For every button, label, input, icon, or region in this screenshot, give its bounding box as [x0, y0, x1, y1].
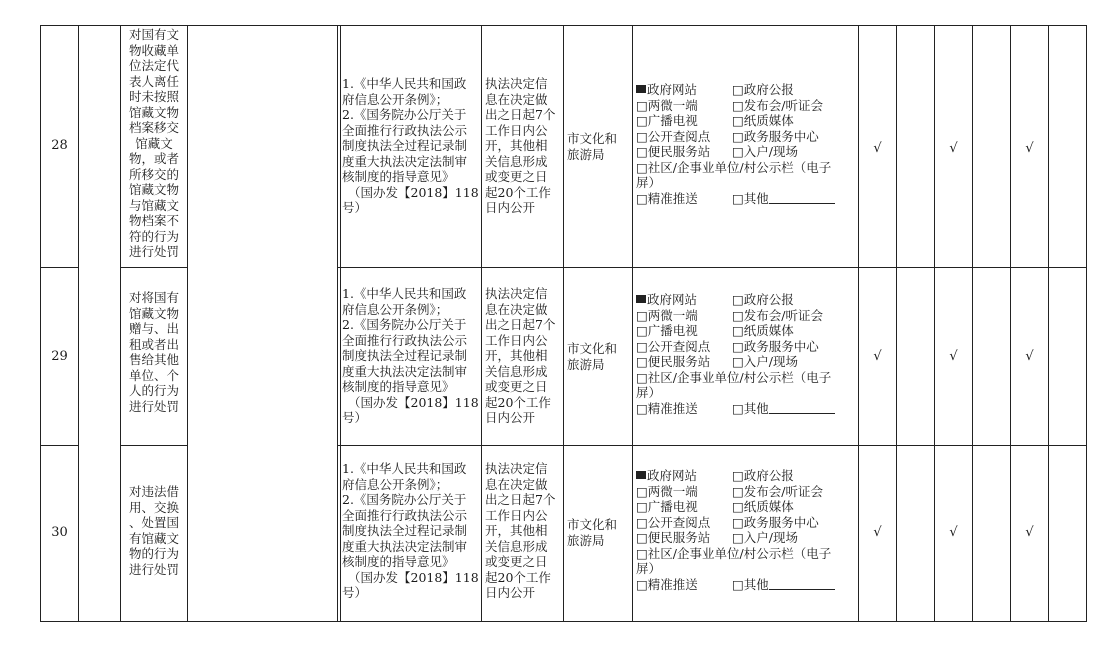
grid-line	[40, 621, 1087, 622]
grid-line	[187, 25, 188, 621]
checkmark: √	[949, 525, 958, 540]
filled-checkbox-icon	[636, 85, 646, 93]
row-number: 29	[51, 349, 68, 364]
grid-line	[896, 25, 897, 621]
checkmark: √	[1025, 349, 1034, 364]
grid-line	[337, 25, 338, 621]
checkmark: √	[1025, 525, 1034, 540]
grid-line	[120, 445, 187, 446]
grid-line	[40, 445, 78, 446]
channels-cell: 政府网站 □政府公报 □两微一端 □发布会/听证会 □广播电视 □纸质媒体 □公开查阅点 □政务服务中心 □便民服务站 □入户/现场 □社区/企事业单位/村公示栏（电子 屏） □精准推送 □其他	[636, 292, 858, 416]
checkmark: √	[949, 349, 958, 364]
grid-line	[120, 267, 187, 268]
grid-line	[337, 445, 1087, 446]
grid-line	[481, 25, 482, 621]
time-limit-cell: 执法决定信 息在决定做 出之日起7个 工作日内公 开，其他相 关信息形成 或变更之日 起20个工作 日内公开	[485, 461, 556, 600]
department-cell: 市文化和 旅游局	[567, 517, 618, 548]
time-limit-cell: 执法决定信 息在决定做 出之日起7个 工作日内公 开，其他相 关信息形成 或变更之日 起20个工作 日内公开	[485, 286, 556, 425]
channels-cell: 政府网站 □政府公报 □两微一端 □发布会/听证会 □广播电视 □纸质媒体 □公开查阅点 □政务服务中心 □便民服务站 □入户/现场 □社区/企事业单位/村公示栏（电子 屏） □精准推送 □其他	[636, 468, 858, 592]
legal-basis-cell: 1.《中华人民共和国政 府信息公开条例》； 2.《国务院办公厅关于 全面推行行政执法公示 制度执法全过程记录制 度重大执法决定法制审 核制度的指导意见》 （国办发【2018】118 号）	[342, 76, 479, 215]
grid-line	[120, 25, 121, 621]
fill-in-blank	[769, 203, 835, 204]
subject-cell: 对国有文 物收藏单 位法定代 表人离任 时未按照 馆藏文物 档案移交 馆藏文 物，或者 所移交的 馆藏文物 与馆藏文 物档案不 符的行为 进行处罚	[128, 27, 179, 259]
department-cell: 市文化和 旅游局	[567, 131, 618, 162]
grid-line	[1048, 25, 1049, 621]
grid-line	[340, 25, 341, 621]
time-limit-cell: 执法决定信 息在决定做 出之日起7个 工作日内公 开，其他相 关信息形成 或变更之日 起20个工作 日内公开	[485, 76, 556, 215]
grid-line	[632, 25, 633, 621]
subject-cell: 对将国有 馆藏文物 赠与、出 租或者出 售给其他 单位、个 人的行为 进行处罚	[128, 290, 179, 414]
fill-in-blank	[769, 589, 835, 590]
subject-cell: 对违法借 用、交换 、处置国 有馆藏文 物的行为 进行处罚	[128, 484, 179, 577]
checkmark: √	[873, 525, 882, 540]
grid-line	[40, 267, 78, 268]
grid-line	[40, 25, 1087, 26]
legal-basis-cell: 1.《中华人民共和国政 府信息公开条例》； 2.《国务院办公厅关于 全面推行行政执法公示 制度执法全过程记录制 度重大执法决定法制审 核制度的指导意见》 （国办发【2018】118 号）	[342, 461, 479, 600]
grid-line	[337, 267, 1087, 268]
fill-in-blank	[769, 413, 835, 414]
row-number: 30	[51, 525, 68, 540]
row-number: 28	[51, 138, 68, 153]
checkmark: √	[949, 141, 958, 156]
department-cell: 市文化和 旅游局	[567, 341, 618, 372]
checkmark: √	[873, 349, 882, 364]
grid-line	[563, 25, 564, 621]
filled-checkbox-icon	[636, 295, 646, 303]
checkmark: √	[873, 141, 882, 156]
grid-line	[78, 25, 79, 621]
checkmark: √	[1025, 141, 1034, 156]
filled-checkbox-icon	[636, 471, 646, 479]
grid-line	[1086, 25, 1087, 621]
legal-basis-cell: 1.《中华人民共和国政 府信息公开条例》； 2.《国务院办公厅关于 全面推行行政执法公示 制度执法全过程记录制 度重大执法决定法制审 核制度的指导意见》 （国办发【2018】118 号）	[342, 286, 479, 425]
channels-cell: 政府网站 □政府公报 □两微一端 □发布会/听证会 □广播电视 □纸质媒体 □公开查阅点 □政务服务中心 □便民服务站 □入户/现场 □社区/企事业单位/村公示栏（电子 屏） □精准推送 □其他	[636, 82, 858, 206]
grid-line	[972, 25, 973, 621]
